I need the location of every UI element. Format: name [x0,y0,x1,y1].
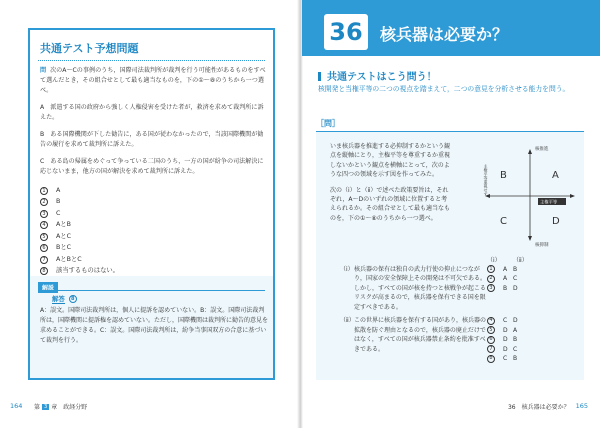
option-second: D [513,284,518,292]
option-number: 6 [487,336,495,344]
quadrant-a: A [552,170,559,181]
option-second: B [513,265,518,273]
axis-bottom-label: 核抑制 [535,243,549,248]
question-body [40,66,268,277]
question-paragraph: 次の（ⅰ）と（ⅱ）で述べた政策要旨は，それぞれ，A～Dのいずれの領域に位置すると考えられるか。その組合せとして最も適当なものを，下の①～⑧のうちから一つ選べ。 [330,186,451,222]
choice-item [40,208,268,220]
option-row [487,345,539,355]
answer-explanation: A：誤文。国際司法裁判所は，個人に提訴を認めていない。B：誤文。国際司法裁判所は，国際機関に提訴権を認めていない。ただし，国際機関は裁判所に勧告的意見を求めることができる。C：誤文。国際司法裁判所は，紛争当事国双方の合意に基づいて裁判を行う。 [40,307,269,344]
quadrant-b: B [500,170,507,181]
answer-number: 8 [69,295,77,303]
option-first: D [503,345,508,353]
sub-item-i [340,265,580,313]
choice-text: C [56,209,61,217]
option-number: 8 [487,355,495,363]
right-page-footer [508,402,588,411]
choice-text: A [56,186,61,194]
question-label: ［問］ [316,119,340,128]
arrow-right-icon [570,194,575,198]
chapter-suffix: 章 政経分野 [51,404,88,411]
option-number: 7 [487,345,495,353]
option-row [487,354,539,364]
heading-bar-icon [318,72,321,81]
quadrant-diagram [480,144,580,248]
case-a: A 派遣する国の政府から強しく人権侵害を受けた者が，救済を求めて裁判所に訴えた。 [40,104,264,121]
question-paragraph: いま核兵器を推進する必抑制するかという観点を縦軸にとり，主権平等を尊重するか重視しないかという観点を横軸にとって，次のような四つの領域を示す図を作ってみた。 [330,143,451,179]
sub-text: 核兵器の保有は独自の武力行使の抑止につながり，国家の安全保障上その開発は不可欠である。しかし，すべての国が核を持つと核戦争が起こるリスクが高まるので，核兵器を保有できる国を限定すべきである。 [354,265,487,311]
left-chapter-footer [34,402,87,411]
choice-item [40,243,268,255]
option-second: C [513,275,518,282]
sub-text: この世界に核兵器を保有する国があり，核兵器の拡散を防ぐ理由となるので，核兵器の廃止だけではなく，すべての国が核兵器禁止条約を批准すべきである。 [354,317,487,353]
option-first: B [503,284,508,292]
choice-item [40,197,268,209]
right-footer-title: 36 核兵器は必要か？ [507,404,570,411]
arrow-up-icon [528,149,532,154]
column-header-ii: （ⅱ） [513,257,528,264]
choice-number: 5 [40,233,48,241]
option-number: 2 [487,275,495,283]
choice-text: AとB [56,221,71,229]
ask-subtext: 核開発と当権平等の二つの視点を踏まえて，二つの意見を分析させる能力を問う。 [318,85,570,93]
choice-item [40,254,268,266]
sub-questions [340,255,580,364]
option-first: D [503,336,508,343]
axis-left-label: 主権平等重視せず [483,164,489,196]
left-page-number: 164 [10,402,23,410]
chapter-prefix: 第 [34,404,41,411]
choice-item [40,185,268,197]
choice-number: 7 [40,256,48,264]
answer-divider [38,290,265,291]
page-gutter [297,0,303,428]
option-second: A [513,326,518,334]
practice-question-box [28,28,275,380]
choice-number: 2 [40,198,48,206]
choice-number: 1 [40,187,48,195]
option-number: 1 [487,265,495,273]
option-row [487,335,539,345]
option-pairs [487,316,539,364]
option-number: 4 [487,317,495,325]
question-main-text [330,142,452,223]
choice-text: 該当するものはない。 [56,267,119,275]
choice-text: B [56,198,61,206]
ask-heading [318,68,437,83]
section-title: 核兵器は必要か？ [380,25,509,44]
question-tag: 問 [40,67,47,74]
sub-tag: （ⅰ） [340,265,354,273]
question-stem [40,66,268,96]
choice-number: 8 [40,267,48,275]
question-text: 次のA～Cの事例のうち，国際司法裁判所が裁判を行う可能性があるものをすべて選んだとき，その組合せとして最も適当なものを，下の①～⑧のうちから一つ選べ。 [40,67,266,94]
axis-right-label: 主権平等 [540,200,558,206]
ask-heading-text: 共通テストはこう問う！ [327,72,437,83]
sub-item-ii [340,316,580,364]
option-second: C [513,345,518,353]
choice-number: 4 [40,221,48,229]
answer-section [30,276,273,378]
option-row [487,284,539,294]
option-first: A [503,265,508,273]
right-page-number: 165 [575,402,588,410]
option-row [487,326,539,336]
chapter-badge: 3 [44,403,48,410]
practice-title: 共通テスト予想問題 [40,42,139,55]
column-header-i: （ⅰ） [487,257,501,264]
case-c: C ある島の帰属をめぐって争っている二国のうち，一方の国が紛争の司法解決に応じないまま，他方の国が解決を求めて裁判所に訴えた。 [40,158,264,175]
answer-heading [52,294,77,304]
option-row [487,274,539,284]
sub-tag: （ⅱ） [340,317,355,324]
section-number: 36 [324,14,368,50]
choice-text: AとBとC [56,255,82,263]
choice-item [40,231,268,243]
choice-item [40,220,268,232]
sub-header-row [340,255,580,265]
option-number: 5 [487,326,495,334]
choice-text: AとC [56,232,72,240]
arrow-down-icon [528,236,532,241]
choice-list [40,185,268,277]
option-first: C [503,355,508,362]
title-divider [38,60,265,61]
option-row [487,265,539,275]
option-second: B [513,336,518,343]
option-second: D [513,317,518,324]
option-first: D [503,326,508,334]
choice-number: 6 [40,244,48,252]
choice-number: 3 [40,210,48,218]
option-first: C [503,317,508,324]
option-pairs [487,265,539,313]
quadrant-d: D [552,216,560,227]
answer-label: 解答 [52,295,65,303]
case-b: B ある国際機関が下した勧告に，ある国が従わなかったので，当該国際機関が勧告の履行を求めて裁判所に訴えた。 [40,131,264,148]
explanation-tab: 解説 [38,282,58,293]
option-second: B [513,355,518,362]
quadrant-c: C [500,216,507,227]
axis-top-label: 核推進 [535,147,549,152]
option-row [487,316,539,326]
option-first: A [503,275,508,282]
choice-text: BとC [56,244,72,252]
option-number: 3 [487,284,495,292]
